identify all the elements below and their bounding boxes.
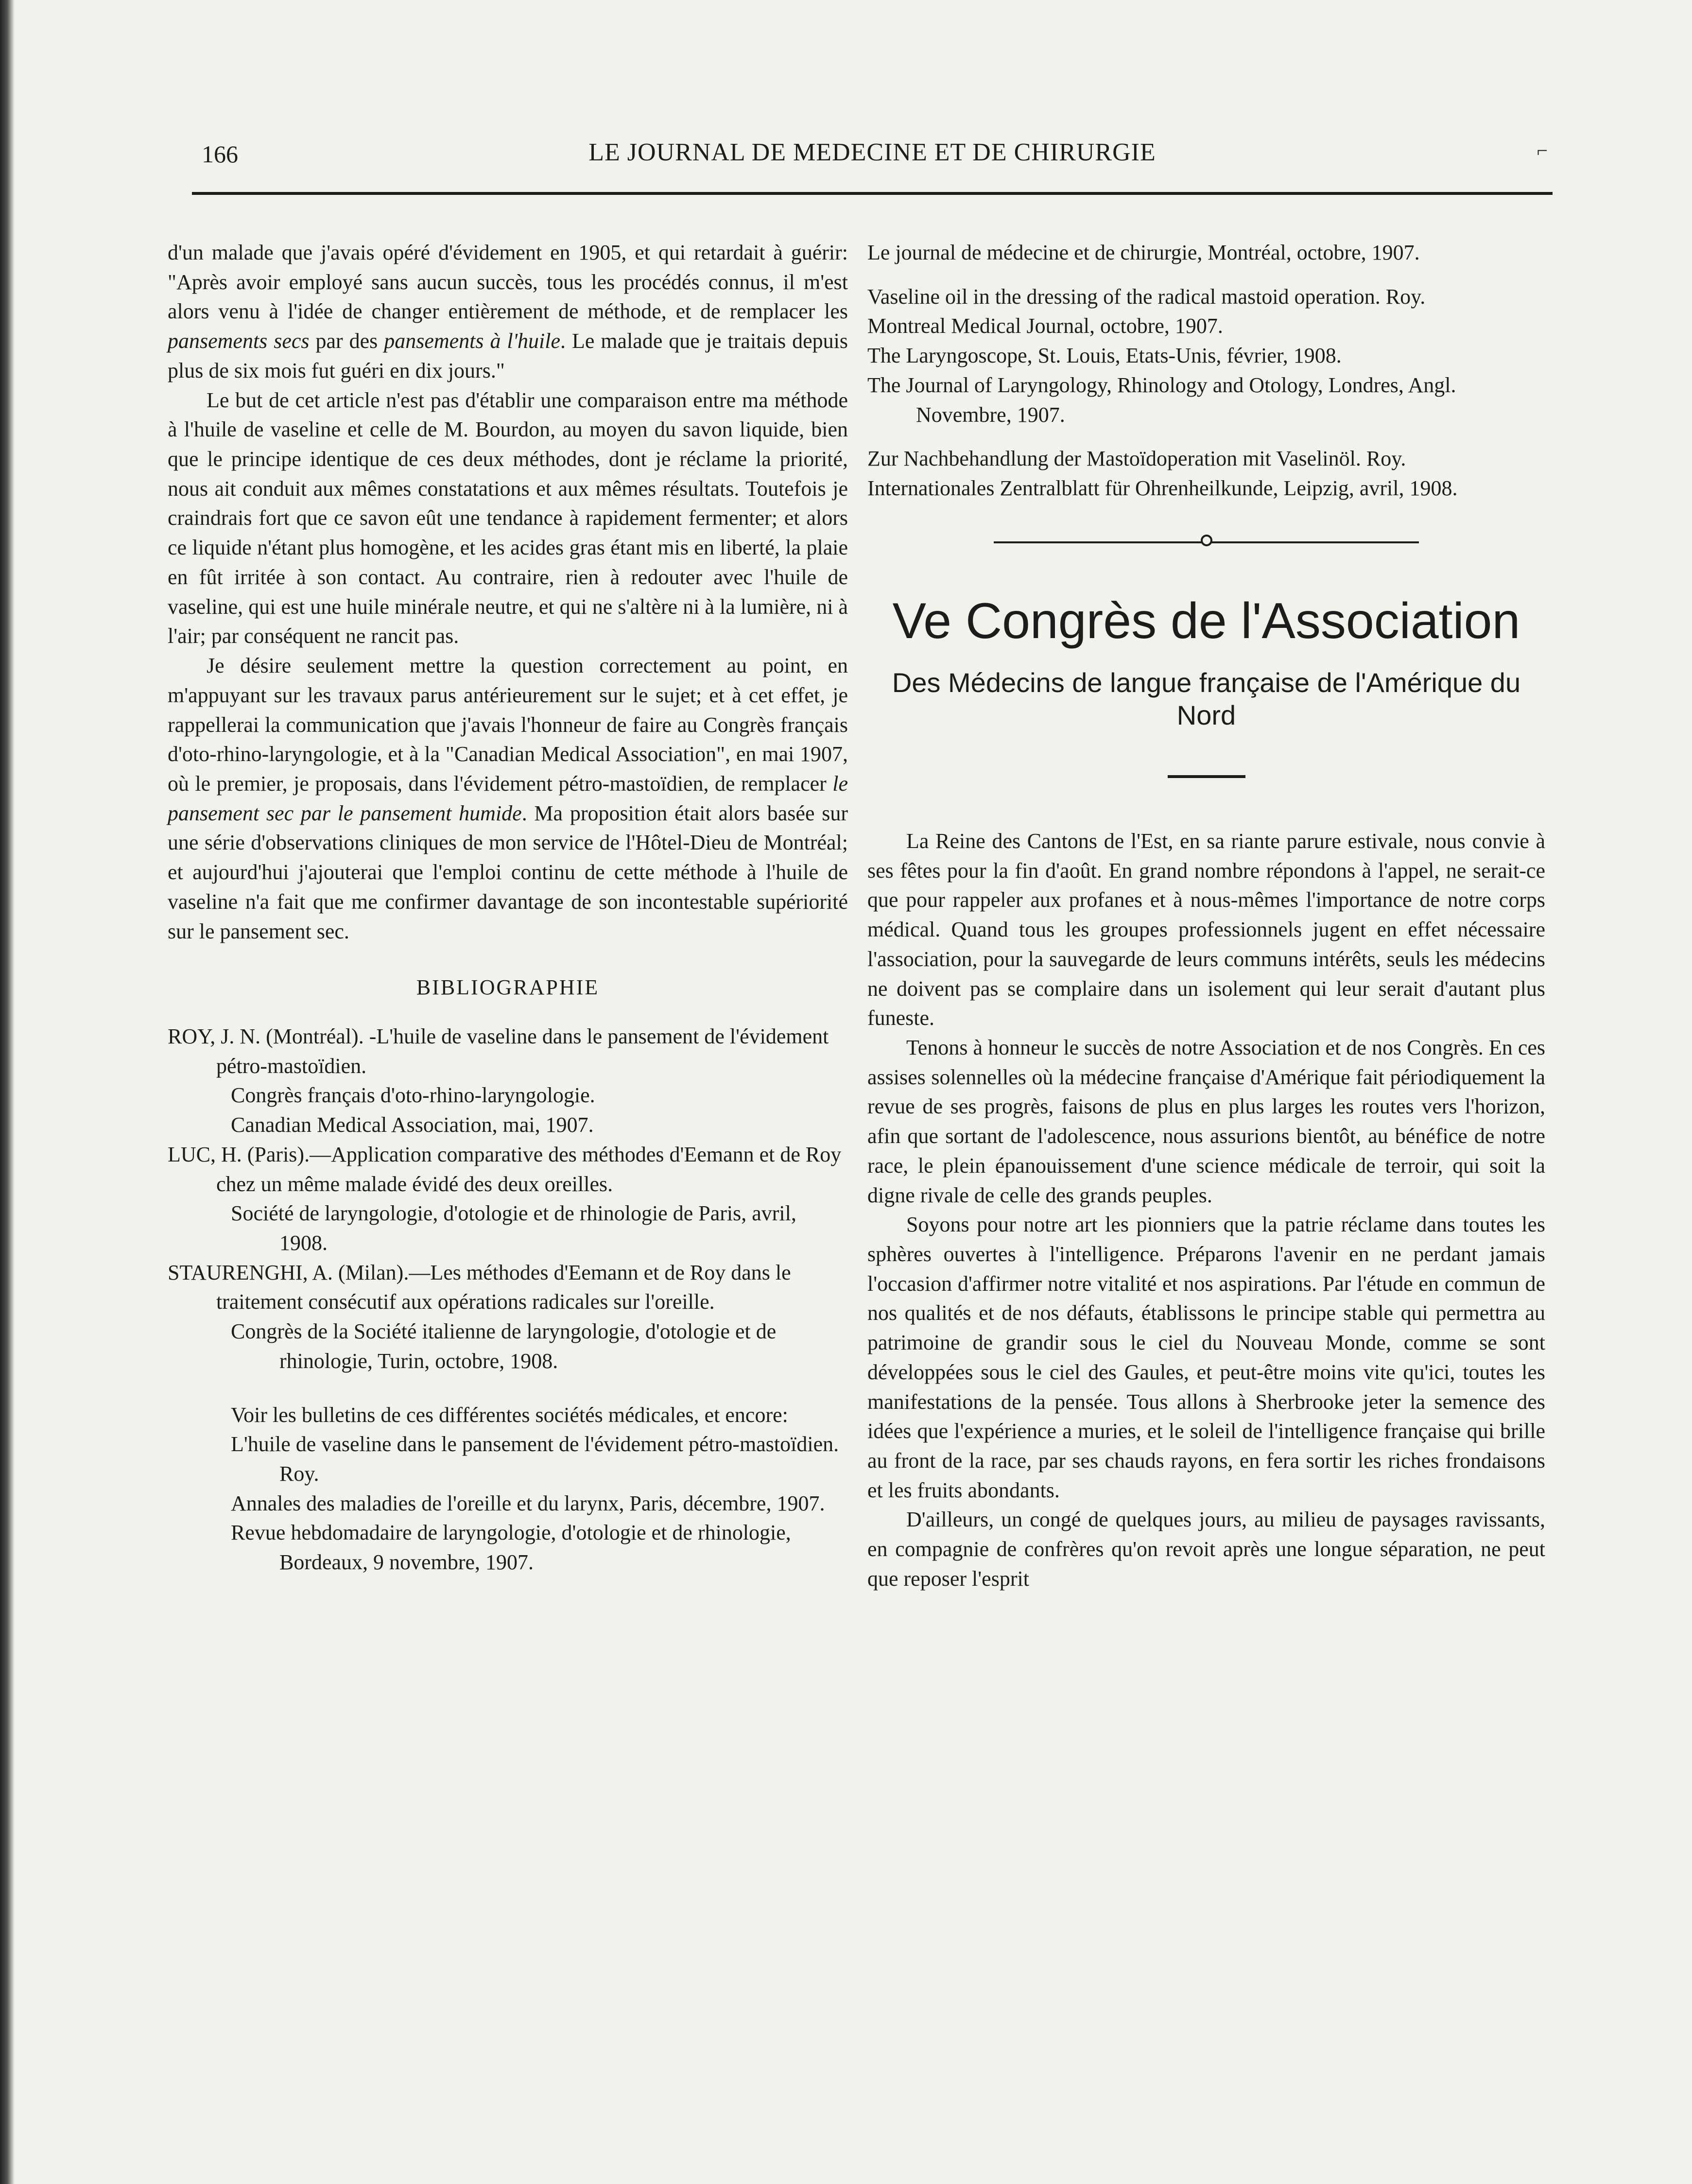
bib-entry: STAURENGHI, A. (Milan).—Les méthodes d'Eemann et de Roy dans le traitement consécutif aux opérations radicales sur l'oreille. xyxy=(168,1260,791,1314)
section-rule xyxy=(1168,775,1245,778)
article-paragraph: Tenons à honneur le succès de notre Association et de nos Congrès. En ces assises solennelles où la médecine française d'Amérique fait périodiquement la revue de ses progrès, faisons de plus en plus larges les routes vers l'horizon, afin que sortant de l'adolescence, nous assurions bientôt, au bénéfice de notre race, le plein épanouissement d'une science médicale de terroir, qui soit la digne rivale de celle des grands peuples. xyxy=(867,1035,1545,1207)
ornament-circle-icon xyxy=(1201,535,1212,546)
bib-entry: The Journal of Laryngology, Rhinology and Otology, Londres, Angl. Novembre, 1907. xyxy=(867,373,1456,427)
bib-entry: Vaseline oil in the dressing of the radical mastoid operation. Roy. xyxy=(867,284,1426,309)
bib-subentry: Canadian Medical Association, mai, 1907. xyxy=(231,1113,594,1137)
bib-subentry: Congrès de la Société italienne de laryngologie, d'otologie et de rhinologie, Turin, octobre, 1908. xyxy=(231,1319,777,1373)
bib-entry: Internationales Zentralblatt für Ohrenheilkunde, Leipzig, avril, 1908. xyxy=(867,476,1458,501)
journal-title: LE JOURNAL DE MEDECINE ET DE CHIRURGIE xyxy=(588,139,1156,166)
bibliography-heading: BIBLIOGRAPHIE xyxy=(416,975,600,1000)
paragraph-comparison: Le but de cet article n'est pas d'établir une comparaison entre ma méthode à l'huile de vaseline et celle de M. Bourdon, au moyen du savon liquide, bien que le principe identique de ces deux méthodes, dont je réclame la priorité, nous ait conduit aux mêmes constatations et aux mêmes résultats. Toutefois je craindrais fort que ce savon eût une tendance à rapidement fermenter; et alors ce liquide n'étant plus homogène, et les acides gras étant mis en liberté, la plaie en fût irritée à son contact. Au contraire, rien à redouter avec l'huile de vaseline, qui est une huile minérale neutre, et qui ne s'altère ni à la lumière, ni à l'air; par conséquent ne rancit pas. xyxy=(168,388,848,648)
binding-edge xyxy=(0,0,15,2184)
article-paragraph: D'ailleurs, un congé de quelques jours, au milieu de paysages ravissants, en compagnie de confrères qu'on revoit après une longue séparation, ne peut que reposer l'esprit xyxy=(867,1508,1545,1591)
italic-phrase: pansements secs xyxy=(168,329,310,353)
paragraph-continuation: d'un malade que j'avais opéré d'évidement en 1905, et qui retardait à guérir: "Après avoir employé sans aucun succès, tous les procédés connus, il m'est alors venu à l'idée de changer entièrement de méthode, et de remplacer les pansements secs par des pansements à l'huile. Le malade que je traitais depuis plus de six mois fut guéri en dix jours." xyxy=(168,241,848,382)
bib-subentry: Congrès français d'oto-rhino-laryngologie. xyxy=(231,1083,595,1108)
bib-subentry: L'huile de vaseline dans le pansement de l'évidement pétro-mastoïdien. Roy. xyxy=(231,1432,839,1486)
italic-phrase: pansements à l'huile xyxy=(384,329,561,353)
running-header xyxy=(192,131,1553,175)
header-rule xyxy=(192,192,1553,195)
bib-entry: The Laryngoscope, St. Louis, Etats-Unis, février, 1908. xyxy=(867,344,1342,368)
article-paragraph: La Reine des Cantons de l'Est, en sa riante parure estivale, nous convie à ses fêtes pour la fin d'août. En grand nombre répondons à l'appel, ne serait-ce que pour rappeler aux profanes et à nous-mêmes l'importance de notre corps médical. Quand tous les groupes professionnels jugent en effet nécessaire l'association, pour la sauvegarde de leurs communs intérêts, seuls les médecins ne doivent pas se complaire dans un isolement qui leur serait d'autant plus funeste. xyxy=(867,829,1545,1030)
bib-subentry: Annales des maladies de l'oreille et du larynx, Paris, décembre, 1907. xyxy=(231,1491,825,1515)
right-column xyxy=(867,238,1545,1594)
bib-entry: LUC, H. (Paris).—Application comparative des méthodes d'Eemann et de Roy chez un même malade évidé des deux oreilles. xyxy=(168,1142,842,1196)
bib-subentry: Société de laryngologie, d'otologie et de rhinologie de Paris, avril, 1908. xyxy=(231,1201,796,1255)
bib-entry: ROY, J. N. (Montréal). -L'huile de vaseline dans le pansement de l'évidement pétro-mastoïdien. xyxy=(168,1024,829,1078)
left-column xyxy=(168,238,848,1577)
bib-entry: Le journal de médecine et de chirurgie, Montréal, octobre, 1907. xyxy=(867,241,1420,264)
italic-phrase: le pansement sec par le pansement humide xyxy=(168,771,848,825)
paragraph-priority: Je désire seulement mettre la question correctement au point, en m'appuyant sur les travaux parus antérieurement sur le sujet; et à cet effet, je rappellerai la communication que j'avais l'honneur de faire au Congrès français d'oto-rhino-laryngologie, et à la "Canadian Medical Association", en mai 1907, où le premier, je proposais, dans l'évidement pétro-mastoïdien, de remplacer le pansement sec par le pansement humide. Ma proposition était alors basée sur une série d'observations cliniques de mon service de l'Hôtel-Dieu de Montréal; et aujourd'hui j'ajouterai que l'emploi continu de cette méthode à l'huile de vaseline n'a fait que me confirmer davantage de son incontestable supériorité sur le pansement sec. xyxy=(168,654,848,943)
section-ornament xyxy=(867,523,1545,562)
section-subtitle: Des Médecins de langue française de l'Amérique du Nord xyxy=(892,667,1521,730)
bib-subentry: Revue hebdomadaire de laryngologie, d'otologie et de rhinologie, Bordeaux, 9 novembre, 1907. xyxy=(231,1521,791,1575)
bib-entry: Montreal Medical Journal, octobre, 1907. xyxy=(867,314,1223,338)
bib-note: Voir les bulletins de ces différentes sociétés médicales, et encore: xyxy=(231,1403,788,1427)
page-number: 166 xyxy=(202,140,238,168)
bib-entry: Zur Nachbehandlung der Mastoïdoperation mit Vaselinöl. Roy. xyxy=(867,447,1406,471)
section-title: Ve Congrès de l'Association xyxy=(892,592,1520,649)
article-paragraph: Soyons pour notre art les pionniers que la patrie réclame dans toutes les sphères ouvertes à l'intelligence. Préparons l'avenir en ne perdant jamais l'occasion d'affirmer notre vitalité et nos aspirations. Par l'étude en commun de nos qualités et de nos défauts, établissons le principe stable qui permettra au patrimoine de grandir sous le ciel du Nouveau Monde, comme se sont développées sous le ciel des Gaules, et peut-être moins vite qu'ici, toutes les manifestations de la pensée. Tous allons à Sherbrooke jeter la semence des idées que l'expérience a muries, et le soleil de l'intelligence française qui brille au front de la race, par ses chauds rayons, en fera sortir les riches frondaisons et les fruits abondants. xyxy=(867,1213,1545,1502)
corner-mark-icon: ⌐ xyxy=(1537,139,1548,161)
